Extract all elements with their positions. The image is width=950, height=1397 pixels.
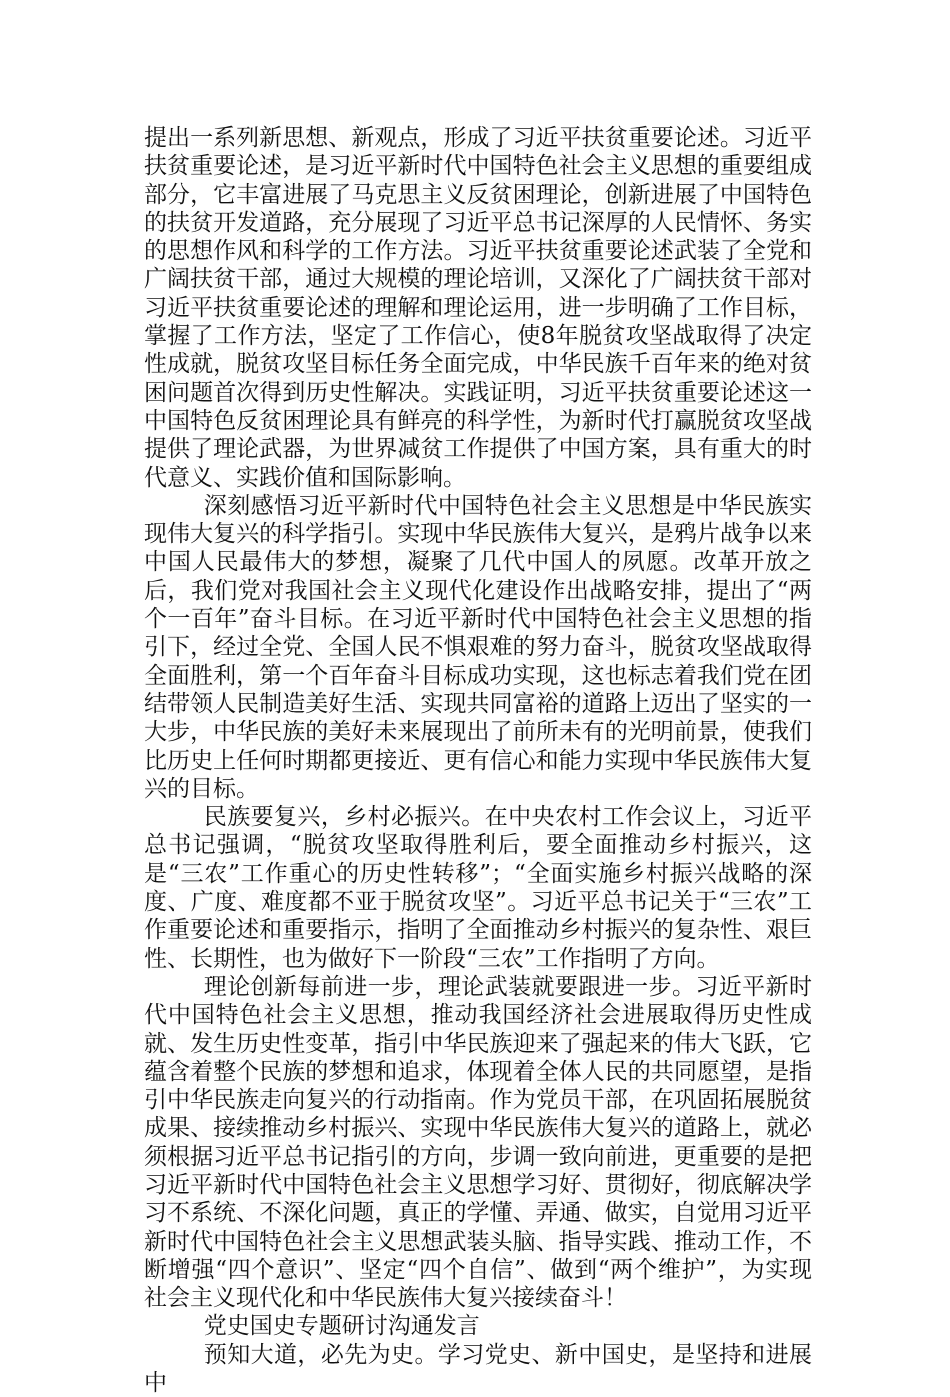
paragraph-great-rejuvenation: 深刻感悟习近平新时代中国特色社会主义思想是中华民族实现伟大复兴的科学指引。实现中华民族伟大复兴，是鸦片战争以来中国人民最伟大的梦想，凝聚了几代中国人的夙愿。改革开放之后，我们党对我国社会主义现代化建设作出战略安排，提出了“两个一百年”奋斗目标。在习近平新时代中国特色社会主义思想的指引下，经过全党、全国人民不惧艰难的努力奋斗，脱贫攻坚战取得全面胜利，第一个百年奋斗目标成功实现，这也标志着我们党在团结带领人民制造美好生活、实现共同富裕的道路上迈出了坚实的一大步，中华民族的美好未来展现出了前所未有的光明前景，使我们比历史上任何时期都更接近、更有信心和能力实现中华民族伟大复兴的目标。 bbox=[144, 492, 812, 802]
paragraph-poverty-alleviation-discourse: 提出一系列新思想、新观点，形成了习近平扶贫重要论述。习近平扶贫重要论述，是习近平新时代中国特色社会主义思想的重要组成部分，它丰富进展了马克思主义反贫困理论，创新进展了中国特色的扶贫开发道路，充分展现了习近平总书记深厚的人民情怀、务实的思想作风和科学的工作方法。习近平扶贫重要论述武装了全党和广阔扶贫干部，通过大规模的理论培训，又深化了广阔扶贫干部对习近平扶贫重要论述的理解和理论运用，进一步明确了工作目标，掌握了工作方法，坚定了工作信心，使8年脱贫攻坚战取得了决定性成就，脱贫攻坚目标任务全面完成，中华民族千百年来的绝对贫困问题首次得到历史性解决。实践证明，习近平扶贫重要论述这一中国特色反贫困理论具有鲜亮的科学性，为新时代打赢脱贫攻坚战提供了理论武器，为世界减贫工作提供了中国方案，具有重大的时代意义、实践价值和国际影响。 bbox=[144, 125, 812, 491]
paragraph-history-study: 预知大道，必先为史。学习党史、新中国史，是坚持和进展中 bbox=[144, 1341, 812, 1397]
section-heading: 党史国史专题研讨沟通发言 bbox=[203, 1313, 480, 1340]
paragraph-rural-revitalization: 民族要复兴，乡村必振兴。在中央农村工作会议上，习近平总书记强调，“脱贫攻坚取得胜利后，要全面推动乡村振兴，这是“三农”工作重心的历史性转移”；“全面实施乡村振兴战略的深度、广度、难度都不亚于脱贫攻坚”。习近平总书记关于“三农”工作重要论述和重要指示，指明了全面推动乡村振兴的复杂性、艰巨性、长期性，也为做好下一阶段“三农”工作指明了方向。 bbox=[144, 804, 812, 972]
paragraph-theoretical-armament: 理论创新每前进一步，理论武装就要跟进一步。习近平新时代中国特色社会主义思想，推动我国经济社会进展取得历史性成就、发生历史性变革，指引中华民族迎来了强起来的伟大飞跃，它蕴含着整个民族的梦想和追求，体现着全体人民的共同愿望，是指引中华民族走向复兴的行动指南。作为党员干部，在巩固拓展脱贫成果、接续推动乡村振兴、实现中华民族伟大复兴的道路上，就必须根据习近平总书记指引的方向，步调一致向前进，更重要的是把习近平新时代中国特色社会主义思想学习好、贯彻好，彻底解决学习不系统、不深化问题，真正的学懂、弄通、做实，自觉用习近平新时代中国特色社会主义思想武装头脑、指导实践、推动工作，不断增强“四个意识”、坚定“四个自信”、做到“两个维护”，为实现社会主义现代化和中华民族伟大复兴接续奋斗！ bbox=[144, 973, 812, 1312]
document-body bbox=[144, 124, 812, 1397]
